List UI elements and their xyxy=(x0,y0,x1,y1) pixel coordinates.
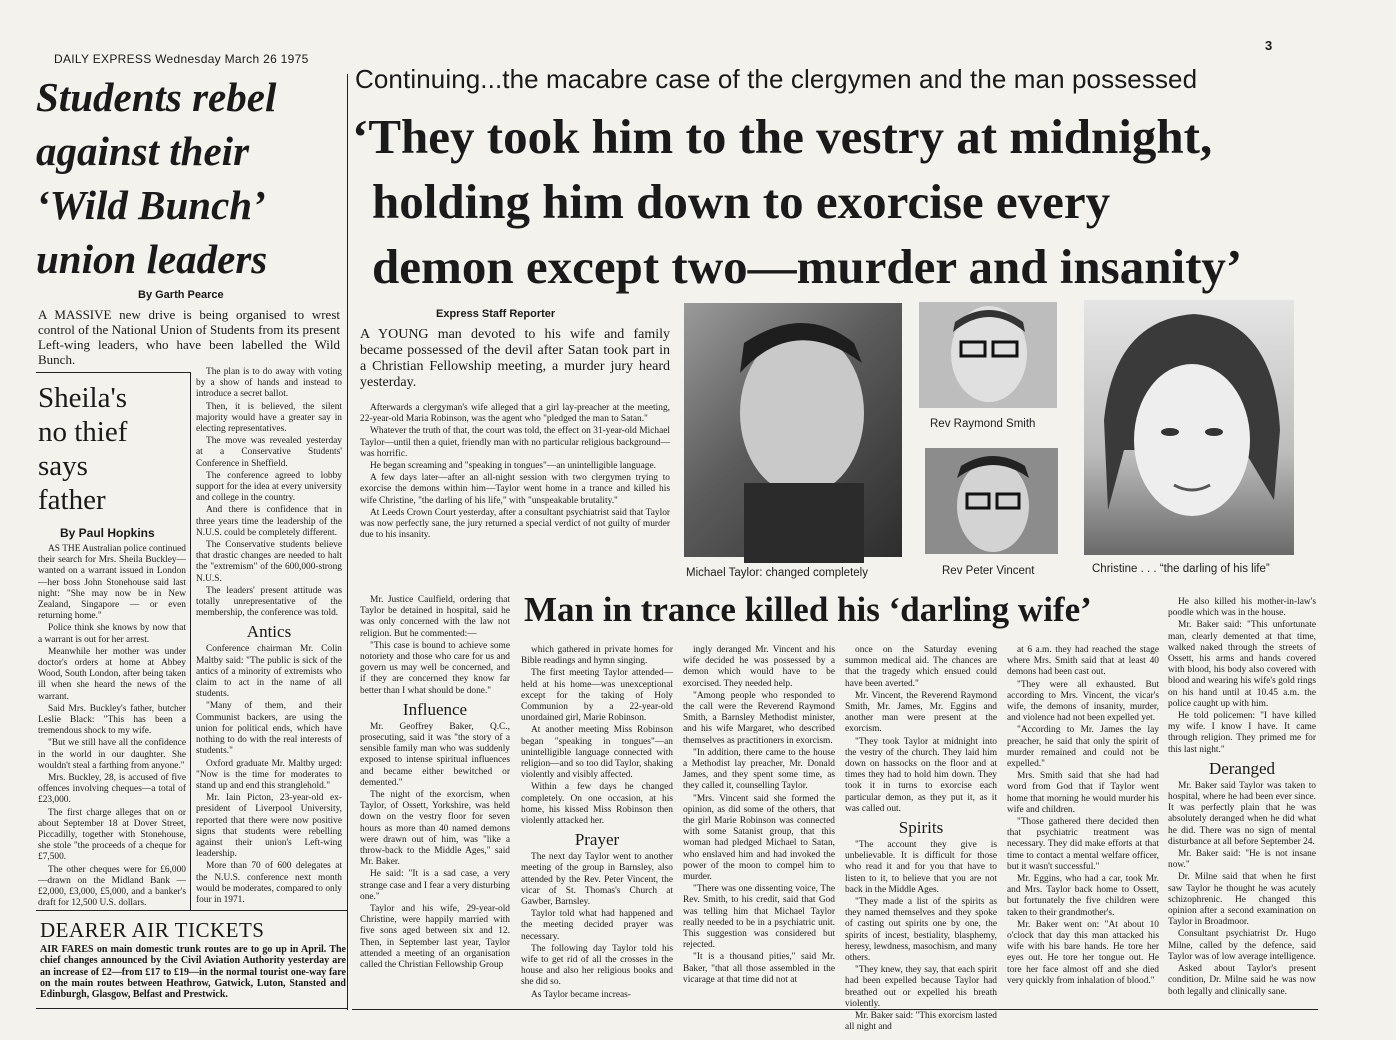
paragraph: He said: "It is a sad case, a very strange case and I fear a very disturbing one." xyxy=(360,869,510,902)
paragraph: which gathered in private homes for Bible readings and hymn singing. xyxy=(521,645,673,667)
paragraph: Afterwards a clergyman's wife alleged that a girl lay-preacher at the meeting, 22-year-old Maria Robinson, was the agent who "pledged the man to Satan." xyxy=(360,403,670,425)
paragraph: The Conservative students believe that drastic changes are needed to halt the "extremism" of the 600,000-strong N.U.S. xyxy=(196,540,342,584)
students-body xyxy=(196,367,342,907)
vincent-caption: Rev Peter Vincent xyxy=(942,565,1035,577)
paragraph: "They took Taylor at midnight into the vestry of the church. They laid him down on hassocks on the floor and at times they had to hold him down. They took it in turns to exorcise each particular demon, as they put it, as it was called out. xyxy=(845,736,997,814)
paragraph: "Many of them, and their Communist backers, are using the union for political ends, which have nothing to do with the real interests of students." xyxy=(196,701,342,757)
paragraph: The move was revealed yesterday at a Conservative Students' Conference in Sheffield. xyxy=(196,436,342,469)
paragraph: "Mrs. Vincent said she formed the opinion, as did some of the others, that the girl Marie Robinson was connected with some Satanist group, that this woman had pledged Michael to Satan, who enslaved him and had invoked the power of the moon to compel him to murder. xyxy=(683,793,835,883)
subhead-influence: Influence xyxy=(402,699,468,719)
second-headline: Man in trance killed his ‘darling wife’ xyxy=(524,590,1092,629)
main-col5 xyxy=(1007,645,1159,1007)
headline-line: Sheila's xyxy=(38,382,127,414)
paragraph: at 6 a.m. they had reached the stage where Mrs. Smith said that at least 40 demons had been cast out. xyxy=(1007,645,1159,678)
paragraph: Mr. Baker said: "This exorcism lasted all night and xyxy=(845,1011,997,1033)
paragraph: Mrs. Buckley, 28, is accused of five offences involving cheques—a total of £23,000. xyxy=(38,773,186,806)
paragraph: The first charge alleges that on or about September 18 at Dover Street, Piccadilly, together with Stonehouse, she stole "the proceeds of a cheque for £7,500. xyxy=(38,807,186,863)
paragraph: The plan is to do away with voting by a show of hands and instead to introduce a secret ballot. xyxy=(196,367,342,400)
main-col1 xyxy=(360,403,670,593)
paragraph: More than 70 of 600 delegates at the N.U.S. conference next month would be moderates, compared to only four in 1971. xyxy=(196,861,342,905)
paragraph: Mr. Baker said: "He is not insane now." xyxy=(1168,849,1316,871)
headline-line: says xyxy=(38,450,88,482)
main-col2 xyxy=(521,645,673,1007)
subhead-prayer: Prayer xyxy=(574,830,620,850)
page-number: 3 xyxy=(1265,38,1273,53)
paragraph: Said Mrs. Buckley's father, butcher Leslie Black: "This has been a tremendous shock to my wife. xyxy=(38,703,186,737)
smith-caption: Rev Raymond Smith xyxy=(930,418,1036,430)
paragraph: Mrs. Smith said that she had had word from God that if Taylor went home that morning he would murder his wife and children. xyxy=(1007,771,1159,815)
paragraph: Oxford graduate Mr. Maltby urged: "Now is the time for moderates to stand up and end this stranglehold." xyxy=(196,758,342,791)
paragraph: Asked about Taylor's present condition, Dr. Milne said he was now both legally and clinically sane. xyxy=(1168,964,1316,997)
paragraph: Whatever the truth of that, the court was told, the effect on 31-year-old Michael Taylor—until then a quiet, friendly man with no particular religious background—was horrific. xyxy=(360,426,670,459)
paragraph: Taylor told what had happened and the meeting decided prayer was necessary. xyxy=(521,909,673,942)
christine-caption: Christine . . . “the darling of his life” xyxy=(1092,563,1270,575)
paragraph: He told policemen: "I have killed my wife. I know I have. It came through religion. They primed me for this last night." xyxy=(1168,711,1316,755)
students-lede: A MASSIVE new drive is being organised to wrest control of the National Union of Students from its present Left-wing leaders, who have been labelled the Wild Bunch. xyxy=(38,307,340,367)
headline-line: Students rebel xyxy=(36,74,277,120)
paragraph: The night of the exorcism, when Taylor, of Ossett, Yorkshire, was held down on the vestry floor for seven hours as more than 40 named demons were drawn out of him, was "like a throw-back to the Middle Ages," said Mr. Baker. xyxy=(360,790,510,868)
michael-taylor-photo xyxy=(684,303,902,557)
paragraph: Then, it is believed, the silent majority would have a greater say in electing representatives. xyxy=(196,401,342,435)
paragraph: Conference chairman Mr. Colin Maltby said: "The public is sick of the antics of a minority of extremists who claim to act in the name of all students. xyxy=(196,644,342,700)
paragraph: "The account they give is unbelievable. It is difficult for those who read it and for you that have to listen to it, to believe that you are not back in the Middle Ages. xyxy=(845,840,997,895)
paragraph: Mr. Geoffrey Baker, Q.C., prosecuting, said it was "the story of a sensible family man who was suddenly exposed to intense spiritual influences and became either bewitched or demented." xyxy=(360,721,510,788)
main-col6 xyxy=(1168,597,1316,1007)
paragraph: The next day Taylor went to another meeting of the group in Barnsley, also attended by the Rev. Peter Vincent, the vicar of St. Thomas's Church at Gawber, Barnsley. xyxy=(521,852,673,908)
paragraph: Mr. Baker went on: "At about 10 o'clock that day this man attacked his wife with his bare hands. He tore her eyes out. He tore her tongue out. He tore her face almost off and she died very quickly from inhalation of blood." xyxy=(1007,919,1159,986)
christine-photo xyxy=(1084,300,1294,555)
paragraph: He began screaming and "speaking in tongues"—an unintelligible language. xyxy=(370,461,656,472)
main-col1-narrow xyxy=(360,595,510,1010)
headline-line: demon except two—murder and insanity’ xyxy=(372,239,1243,294)
headline-line: ‘They took him to the vestry at midnight, xyxy=(352,109,1213,164)
sheila-headline xyxy=(38,381,188,517)
paragraph: "In addition, there came to the house a Methodist lay preacher, Mr. Donald James, and they spent some time, as they called it, counselling Taylor. xyxy=(683,747,835,792)
main-col3 xyxy=(683,645,835,1007)
paragraph: AS THE Australian police continued their search for Mrs. Sheila Buckley—wanted on a warrant issued in London—her boss John Stonehouse said last night: "She may now be in New Zealand, Singapore — or even returning home." xyxy=(38,544,186,622)
paragraph: "They made a list of the spirits as they named themselves and they spoke of casting out spirits one by one, the spirits of incest, bestiality, blasphemy, heresy, lewdness, masochism, and many others. xyxy=(845,897,997,964)
headline-line: holding him down to exorcise every xyxy=(372,174,1111,229)
paragraph: Taylor and his wife, 29-year-old Christine, were happily married with five sons aged between six and 12. Then, in September last year, Taylor attended a meeting of an organisation called the Christian Fellowship Group xyxy=(360,904,510,971)
paragraph: At Leeds Crown Court yesterday, after a consultant psychiatrist said that Taylor was now perfectly sane, the jury returned a special verdict of not guilty of murder due to his insanity. xyxy=(360,507,670,541)
paragraph: "But we still have all the confidence in the world in our daughter. She wouldn't steal a farthing from anyone." xyxy=(38,738,186,771)
paragraph: Police think she knows by now that a warrant is out for her arrest. xyxy=(38,623,186,645)
sheila-byline: By Paul Hopkins xyxy=(60,526,155,540)
paragraph: The other cheques were for £6,000—drawn on the Midland Bank — £2,000, £3,000, £5,000, and a banker's draft for 12,500 U.S. dollars. xyxy=(38,864,186,909)
headline-line: against their xyxy=(36,128,250,174)
air-body: AIR FARES on main domestic trunk routes are to go up in April. The chief changes announced by the Civil Aviation Authority yesterday are an increase of £2—from £17 to £19—in the normal tourist one-way fare on the main routes between Heathrow, Gatwick, Luton, Stansted and Edinburgh, Glasgow, Belfast and Prestwick. xyxy=(40,944,346,1001)
subhead-deranged: Deranged xyxy=(1208,758,1276,778)
paragraph: The conference agreed to lobby support for the idea at every university and college in the country. xyxy=(196,470,342,504)
sheila-body xyxy=(38,544,186,909)
raymond-smith-photo xyxy=(919,302,1057,408)
headline-line: union leaders xyxy=(36,236,268,282)
paragraph: The leaders' present attitude was totally unrepresentative of the membership, the conference was told. xyxy=(196,585,342,619)
main-lede: A YOUNG man devoted to his wife and family became possessed of the devil after Satan took part in a Christian Fellowship meeting, a murder jury heard yesterday. xyxy=(360,327,670,390)
main-col4 xyxy=(845,645,997,1033)
paragraph: Mr. Justice Caulfield, ordering that Taylor be detained in hospital, said he was only concerned with the law not religion. But he commented:— xyxy=(360,595,510,639)
headline-line: no thief xyxy=(38,416,128,448)
paragraph: He also killed his mother-in-law's poodle which was in the house. xyxy=(1168,597,1316,619)
paragraph: Mr. Baker said Taylor was taken to hospital, where he had been ever since. It was perfectly plain that he was absolutely deranged when he did what he did. There was no sign of mental disturbance at all before September 24. xyxy=(1168,780,1316,847)
paragraph: ingly deranged Mr. Vincent and his wife decided he was possessed by a demon which would have to be exorcised. They needed help. xyxy=(683,645,835,689)
paragraph: The following day Taylor told his wife to get rid of all the crosses in the house and also her religious books and she did so. xyxy=(521,943,673,988)
peter-vincent-photo xyxy=(925,448,1058,554)
kicker: Continuing...the macabre case of the clergymen and the man possessed xyxy=(355,64,1198,94)
paragraph: once on the Saturday evening summon medical aid. The chances are that the tragedy which ensued could have been averted." xyxy=(845,645,997,689)
paragraph: A few days later—after an all-night session with two clergymen trying to exorcise the demons within him—Taylor went home in a trance and killed his wife Christine, "the darling of his life," with "unspeakable brutality." xyxy=(360,473,670,506)
paragraph: At another meeting Miss Robinson began "speaking in tongues"—an unintelligible language connected with religion—and so too did Taylor, shaking violently and visibly affected. xyxy=(521,725,673,781)
paragraph: "Those gathered there decided then that psychiatric treatment was necessary. They did make efforts at that time to contact a mental welfare officer, but it wasn't successful." xyxy=(1007,817,1159,872)
air-headline: DEARER AIR TICKETS xyxy=(40,918,265,942)
subhead-antics: Antics xyxy=(246,622,292,642)
paragraph: "They knew, they say, that each spirit had been expelled because Taylor had breathed out or expelled his breath violently. xyxy=(845,965,997,1009)
paragraph: Within a few days he changed completely. On one occasion, at his home, his kissed Miss Robinson then violently attacked her. xyxy=(521,782,673,827)
paragraph: "There was one dissenting voice, The Rev. Smith, to his credit, said that God was telling him that Michael Taylor really needed to be in a psychiatric unit. This suggestion was considered but rejected. xyxy=(683,884,835,951)
taylor-caption: Michael Taylor: changed completely xyxy=(686,567,868,579)
paragraph: And there is confidence that in three years time the leadership of the N.U.S. could be completely different. xyxy=(196,505,342,538)
main-byline: Express Staff Reporter xyxy=(436,308,556,320)
paragraph: "Among people who responded to the call were the Reverend Raymond Smith, a Barnsley Methodist minister, and his wife Margaret, who described themselves as practitioners in exorcism. xyxy=(683,690,835,746)
paragraph: As Taylor became increas- xyxy=(531,989,631,1000)
paragraph: Meanwhile her mother was under doctor's orders at home at Abbey Wood, South London, after being taken ill when she heard the news of the warrant. xyxy=(38,646,186,702)
main-headline xyxy=(352,104,1312,299)
headline-line: father xyxy=(38,484,106,516)
paragraph: Mr. Vincent, the Reverend Raymond Smith, Mr. James, Mr. Eggins and another man were present at the exorcism. xyxy=(845,690,997,735)
students-headline xyxy=(36,70,336,286)
paragraph: Mr. Iain Picton, 23-year-old ex-president of Liverpool University, reported that there were now positive signs that students were rebelling against their union's Left-wing leadership. xyxy=(196,793,342,860)
paragraph: Mr. Baker said: "This unfortunate man, clearly demented at that time, walked naked through the streets of Ossett, his arms and hands covered with blood, his body also covered with blood and wearing his wife's gold rings on his hand until at 10.45 a.m. the police caught up with him. xyxy=(1168,620,1316,709)
paragraph: "They were all exhausted. But according to Mrs. Vincent, the vicar's wife, the demons of insanity, murder, and violence had not been expelled yet. xyxy=(1007,679,1159,724)
paragraph: "According to Mr. James the lay preacher, he said that only the spirit of murder remained and could not be expelled." xyxy=(1007,725,1159,770)
paragraph: "This case is bound to achieve some notoriety and those who care for us and govern us may well be concerned, and if they are concerned they know far better than I what should be done." xyxy=(360,640,510,696)
paragraph: Dr. Milne said that when he first saw Taylor he thought he was acutely schizophrenic. He changed this opinion after a second examination on Taylor in Broadmoor. xyxy=(1168,872,1316,928)
paragraph: The first meeting Taylor attended—held at his home—was unexceptional except for the taking of Holy Communion by a 22-year-old unordained girl, Marie Robinson. xyxy=(521,668,673,724)
paragraph: Consultant psychiatrist Dr. Hugo Milne, called by the defence, said Taylor was of low average intelligence. xyxy=(1168,929,1316,962)
students-byline: By Garth Pearce xyxy=(138,289,224,301)
paragraph: "It is a thousand pities," said Mr. Baker, "that all those assembled in the vicarage at that time did not at xyxy=(683,952,835,985)
headline-line: ‘Wild Bunch’ xyxy=(36,182,266,228)
subhead-spirits: Spirits xyxy=(898,818,944,838)
dateline: DAILY EXPRESS Wednesday March 26 1975 xyxy=(54,52,309,66)
paragraph: Mr. Eggins, who had a car, took Mr. and Mrs. Taylor back home to Ossett, but fortunately the five children were taken to their grandmother's. xyxy=(1007,874,1159,918)
